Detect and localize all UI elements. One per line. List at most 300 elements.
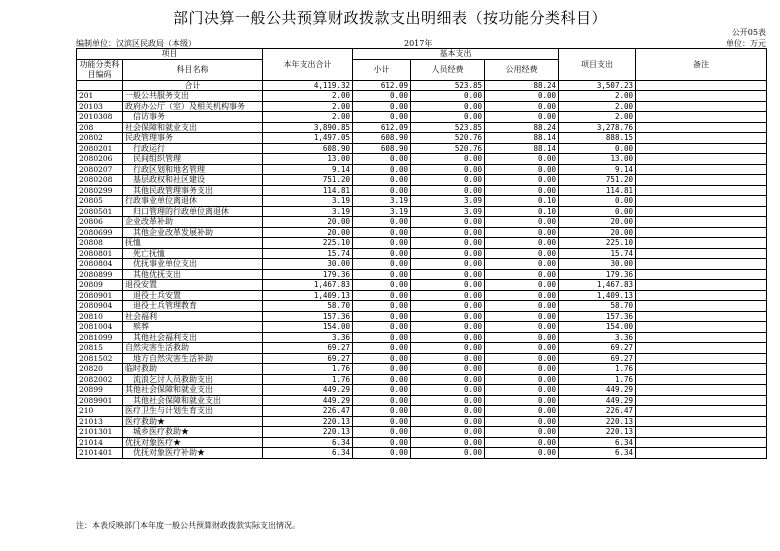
cell-project: 2.00 xyxy=(559,112,636,123)
cell-project: 3,507.23 xyxy=(559,80,636,91)
cell-public: 0.00 xyxy=(485,301,559,312)
footnote: 注：本表反映部门本年度一般公共预算财政拨款实际支出情况。 xyxy=(76,521,300,530)
cell-personnel: 0.00 xyxy=(411,91,485,102)
cell-note xyxy=(636,91,767,102)
cell-personnel: 0.00 xyxy=(411,322,485,333)
cell-note xyxy=(636,143,767,154)
cell-project: 1.76 xyxy=(559,364,636,375)
cell-personnel: 0.00 xyxy=(411,374,485,385)
table-row xyxy=(77,248,767,259)
cell-subtotal: 0.00 xyxy=(353,238,411,249)
table-row xyxy=(77,122,767,133)
cell-total: 225.10 xyxy=(263,238,353,249)
cell-subtotal: 0.00 xyxy=(353,280,411,291)
cell-public: 0.00 xyxy=(485,91,559,102)
cell-public: 0.00 xyxy=(485,175,559,186)
cell-total: 1,467.83 xyxy=(263,280,353,291)
cell-personnel: 520.76 xyxy=(411,133,485,144)
cell-total: 6.34 xyxy=(263,437,353,448)
table-row xyxy=(77,395,767,406)
cell-code: 20809 xyxy=(77,280,123,291)
table-row xyxy=(77,101,767,112)
header-note: 备注 xyxy=(636,49,767,81)
cell-public: 0.00 xyxy=(485,101,559,112)
form-number: 公开05表 xyxy=(731,28,766,37)
table-row xyxy=(77,259,767,270)
cell-total: 449.29 xyxy=(263,385,353,396)
table-row xyxy=(77,416,767,427)
cell-total: 69.27 xyxy=(263,353,353,364)
table-row xyxy=(77,175,767,186)
cell-total: 1.76 xyxy=(263,374,353,385)
cell-personnel: 0.00 xyxy=(411,259,485,270)
cell-note xyxy=(636,259,767,270)
cell-code: 2080801 xyxy=(77,248,123,259)
cell-note xyxy=(636,154,767,165)
cell-note xyxy=(636,395,767,406)
cell-project: 888.15 xyxy=(559,133,636,144)
cell-code xyxy=(77,80,123,91)
table-row xyxy=(77,343,767,354)
cell-total: 226.47 xyxy=(263,406,353,417)
cell-note xyxy=(636,206,767,217)
cell-code: 2080207 xyxy=(77,164,123,175)
table-row xyxy=(77,437,767,448)
cell-code: 2080201 xyxy=(77,143,123,154)
cell-subtotal: 612.09 xyxy=(353,80,411,91)
cell-note xyxy=(636,385,767,396)
cell-project: 20.00 xyxy=(559,227,636,238)
cell-project: 6.34 xyxy=(559,437,636,448)
cell-personnel: 523.85 xyxy=(411,80,485,91)
cell-code: 2080901 xyxy=(77,290,123,301)
cell-code: 2080899 xyxy=(77,269,123,280)
cell-public: 0.00 xyxy=(485,290,559,301)
cell-name: 行政事业单位离退休 xyxy=(123,196,263,207)
cell-note xyxy=(636,353,767,364)
cell-subtotal: 0.00 xyxy=(353,427,411,438)
cell-project: 751.20 xyxy=(559,175,636,186)
table-row xyxy=(77,290,767,301)
cell-note xyxy=(636,80,767,91)
cell-name: 医疗卫生与计划生育支出 xyxy=(123,406,263,417)
cell-name: 其他社会福利支出 xyxy=(123,332,263,343)
cell-personnel: 0.00 xyxy=(411,448,485,459)
cell-subtotal: 0.00 xyxy=(353,416,411,427)
cell-public: 0.00 xyxy=(485,353,559,364)
cell-personnel: 0.00 xyxy=(411,101,485,112)
cell-subtotal: 0.00 xyxy=(353,437,411,448)
cell-name: 退役安置 xyxy=(123,280,263,291)
cell-project: 449.29 xyxy=(559,385,636,396)
cell-note xyxy=(636,248,767,259)
cell-public: 0.00 xyxy=(485,185,559,196)
cell-subtotal: 0.00 xyxy=(353,164,411,175)
money-unit: 单位：万元 xyxy=(726,39,766,48)
cell-code: 20810 xyxy=(77,311,123,322)
cell-subtotal: 0.00 xyxy=(353,322,411,333)
cell-note xyxy=(636,343,767,354)
cell-public: 0.00 xyxy=(485,164,559,175)
cell-name: 社会福利 xyxy=(123,311,263,322)
cell-public: 0.00 xyxy=(485,406,559,417)
cell-note xyxy=(636,227,767,238)
cell-total: 1.76 xyxy=(263,364,353,375)
cell-subtotal: 0.00 xyxy=(353,101,411,112)
cell-total: 4,119.32 xyxy=(263,80,353,91)
cell-name: 殡葬 xyxy=(123,322,263,333)
cell-name: 行政运行 xyxy=(123,143,263,154)
cell-personnel: 0.00 xyxy=(411,154,485,165)
table-row xyxy=(77,185,767,196)
cell-public: 88.14 xyxy=(485,133,559,144)
cell-code: 210 xyxy=(77,406,123,417)
cell-public: 0.00 xyxy=(485,437,559,448)
table-row xyxy=(77,143,767,154)
cell-code: 20802 xyxy=(77,133,123,144)
table-row xyxy=(77,112,767,123)
cell-personnel: 0.00 xyxy=(411,248,485,259)
cell-personnel: 0.00 xyxy=(411,185,485,196)
cell-personnel: 0.00 xyxy=(411,385,485,396)
cell-code: 2010308 xyxy=(77,112,123,123)
table-row xyxy=(77,269,767,280)
header-personnel: 人员经费 xyxy=(411,59,485,80)
cell-code: 20806 xyxy=(77,217,123,228)
cell-public: 0.00 xyxy=(485,385,559,396)
cell-project: 114.81 xyxy=(559,185,636,196)
cell-public: 0.00 xyxy=(485,343,559,354)
cell-total: 114.81 xyxy=(263,185,353,196)
table-row xyxy=(77,206,767,217)
cell-code: 2080501 xyxy=(77,206,123,217)
cell-name: 抚恤 xyxy=(123,238,263,249)
cell-public: 0.00 xyxy=(485,427,559,438)
cell-subtotal: 0.00 xyxy=(353,332,411,343)
cell-code: 2081004 xyxy=(77,322,123,333)
cell-personnel: 0.00 xyxy=(411,217,485,228)
cell-note xyxy=(636,416,767,427)
cell-name: 其他优抚支出 xyxy=(123,269,263,280)
cell-total: 220.13 xyxy=(263,427,353,438)
cell-personnel: 0.00 xyxy=(411,395,485,406)
cell-subtotal: 0.00 xyxy=(353,91,411,102)
cell-public: 88.24 xyxy=(485,80,559,91)
cell-note xyxy=(636,301,767,312)
cell-public: 0.00 xyxy=(485,311,559,322)
cell-total: 449.29 xyxy=(263,395,353,406)
cell-note xyxy=(636,311,767,322)
cell-project: 9.14 xyxy=(559,164,636,175)
report-year: 2017年 xyxy=(404,39,433,48)
cell-subtotal: 0.00 xyxy=(353,353,411,364)
cell-note xyxy=(636,175,767,186)
cell-personnel: 0.00 xyxy=(411,227,485,238)
cell-subtotal: 0.00 xyxy=(353,269,411,280)
cell-name: 其他社会保障和就业支出 xyxy=(123,395,263,406)
cell-note xyxy=(636,374,767,385)
cell-total: 1,409.13 xyxy=(263,290,353,301)
cell-name: 临时救助 xyxy=(123,364,263,375)
cell-total: 154.00 xyxy=(263,322,353,333)
cell-name: 退役士兵管理教育 xyxy=(123,301,263,312)
cell-personnel: 0.00 xyxy=(411,301,485,312)
cell-code: 201 xyxy=(77,91,123,102)
table-row xyxy=(77,301,767,312)
cell-personnel: 0.00 xyxy=(411,269,485,280)
cell-project: 69.27 xyxy=(559,353,636,364)
cell-total: 220.13 xyxy=(263,416,353,427)
cell-total: 3,890.85 xyxy=(263,122,353,133)
cell-code: 2080206 xyxy=(77,154,123,165)
cell-total: 179.36 xyxy=(263,269,353,280)
cell-subtotal: 608.90 xyxy=(353,143,411,154)
cell-subtotal: 0.00 xyxy=(353,301,411,312)
cell-project: 3,278.76 xyxy=(559,122,636,133)
table-row xyxy=(77,311,767,322)
cell-total: 20.00 xyxy=(263,217,353,228)
cell-code: 2080904 xyxy=(77,301,123,312)
table-row xyxy=(77,217,767,228)
header-project: 项目支出 xyxy=(559,49,636,81)
cell-name: 优抚事业单位支出 xyxy=(123,259,263,270)
cell-total: 15.74 xyxy=(263,248,353,259)
cell-name: 医疗救助★ xyxy=(123,416,263,427)
cell-public: 0.00 xyxy=(485,217,559,228)
cell-subtotal: 0.00 xyxy=(353,217,411,228)
cell-subtotal: 3.19 xyxy=(353,196,411,207)
cell-public: 0.00 xyxy=(485,416,559,427)
cell-project: 13.00 xyxy=(559,154,636,165)
cell-subtotal: 3.19 xyxy=(353,206,411,217)
cell-personnel: 3.09 xyxy=(411,206,485,217)
table-row xyxy=(77,427,767,438)
cell-code: 2101301 xyxy=(77,427,123,438)
table-row xyxy=(77,238,767,249)
cell-name: 退役士兵安置 xyxy=(123,290,263,301)
table-row xyxy=(77,133,767,144)
cell-public: 0.00 xyxy=(485,259,559,270)
cell-note xyxy=(636,185,767,196)
cell-personnel: 0.00 xyxy=(411,290,485,301)
table-body xyxy=(77,80,767,458)
cell-public: 0.00 xyxy=(485,269,559,280)
cell-personnel: 523.85 xyxy=(411,122,485,133)
cell-note xyxy=(636,101,767,112)
header-public: 公用经费 xyxy=(485,59,559,80)
cell-public: 0.10 xyxy=(485,206,559,217)
cell-total: 13.00 xyxy=(263,154,353,165)
cell-name: 信访事务 xyxy=(123,112,263,123)
page-title: 部门决算一般公共预算财政拨款支出明细表（按功能分类科目） xyxy=(172,9,607,27)
cell-code: 2080699 xyxy=(77,227,123,238)
cell-project: 2.00 xyxy=(559,101,636,112)
cell-total: 157.36 xyxy=(263,311,353,322)
cell-name: 地方自然灾害生活补助 xyxy=(123,353,263,364)
cell-project: 226.47 xyxy=(559,406,636,417)
cell-total: 6.34 xyxy=(263,448,353,459)
cell-name: 社会保障和就业支出 xyxy=(123,122,263,133)
table-row xyxy=(77,332,767,343)
table-row xyxy=(77,227,767,238)
cell-total: 9.14 xyxy=(263,164,353,175)
cell-project: 179.36 xyxy=(559,269,636,280)
cell-note xyxy=(636,364,767,375)
cell-total: 751.20 xyxy=(263,175,353,186)
cell-note xyxy=(636,448,767,459)
cell-name: 死亡抚恤 xyxy=(123,248,263,259)
cell-code: 2080299 xyxy=(77,185,123,196)
cell-note xyxy=(636,406,767,417)
cell-project: 220.13 xyxy=(559,427,636,438)
cell-personnel: 0.00 xyxy=(411,332,485,343)
cell-name: 政府办公厅（室）及相关机构事务 xyxy=(123,101,263,112)
cell-personnel: 0.00 xyxy=(411,112,485,123)
table-row xyxy=(77,280,767,291)
table-row xyxy=(77,196,767,207)
cell-total: 58.70 xyxy=(263,301,353,312)
cell-name: 民间组织管理 xyxy=(123,154,263,165)
cell-project: 3.36 xyxy=(559,332,636,343)
cell-note xyxy=(636,164,767,175)
cell-public: 0.00 xyxy=(485,280,559,291)
table-row xyxy=(77,374,767,385)
cell-code: 20808 xyxy=(77,238,123,249)
cell-note xyxy=(636,217,767,228)
cell-project: 69.27 xyxy=(559,343,636,354)
cell-note xyxy=(636,437,767,448)
cell-total: 2.00 xyxy=(263,91,353,102)
cell-code: 208 xyxy=(77,122,123,133)
cell-code: 2081099 xyxy=(77,332,123,343)
cell-subtotal: 0.00 xyxy=(353,385,411,396)
cell-personnel: 520.76 xyxy=(411,143,485,154)
cell-subtotal: 0.00 xyxy=(353,311,411,322)
cell-subtotal: 0.00 xyxy=(353,259,411,270)
compiling-unit: 编制单位：汉滨区民政局（本级） xyxy=(76,39,196,48)
cell-name: 合计 xyxy=(123,80,263,91)
cell-code: 2089901 xyxy=(77,395,123,406)
cell-subtotal: 612.09 xyxy=(353,122,411,133)
cell-total: 20.00 xyxy=(263,227,353,238)
cell-subtotal: 0.00 xyxy=(353,248,411,259)
table-row xyxy=(77,364,767,375)
cell-subtotal: 0.00 xyxy=(353,290,411,301)
cell-code: 20103 xyxy=(77,101,123,112)
cell-project: 0.00 xyxy=(559,143,636,154)
cell-note xyxy=(636,122,767,133)
cell-code: 20815 xyxy=(77,343,123,354)
cell-note xyxy=(636,133,767,144)
cell-personnel: 0.00 xyxy=(411,311,485,322)
cell-subtotal: 0.00 xyxy=(353,374,411,385)
cell-code: 21014 xyxy=(77,437,123,448)
cell-name: 自然灾害生活救助 xyxy=(123,343,263,354)
table-row xyxy=(77,91,767,102)
cell-personnel: 0.00 xyxy=(411,280,485,291)
cell-public: 88.24 xyxy=(485,122,559,133)
cell-public: 0.00 xyxy=(485,322,559,333)
cell-public: 88.14 xyxy=(485,143,559,154)
cell-public: 0.00 xyxy=(485,374,559,385)
cell-personnel: 0.00 xyxy=(411,238,485,249)
cell-subtotal: 0.00 xyxy=(353,112,411,123)
table-row xyxy=(77,154,767,165)
cell-note xyxy=(636,269,767,280)
cell-personnel: 0.00 xyxy=(411,353,485,364)
cell-subtotal: 0.00 xyxy=(353,343,411,354)
header-item: 项目 xyxy=(77,49,263,60)
cell-project: 58.70 xyxy=(559,301,636,312)
cell-personnel: 0.00 xyxy=(411,164,485,175)
cell-project: 2.00 xyxy=(559,91,636,102)
cell-personnel: 0.00 xyxy=(411,427,485,438)
cell-project: 0.00 xyxy=(559,206,636,217)
cell-subtotal: 0.00 xyxy=(353,154,411,165)
cell-note xyxy=(636,322,767,333)
cell-code: 2081502 xyxy=(77,353,123,364)
cell-code: 20820 xyxy=(77,364,123,375)
cell-code: 2080208 xyxy=(77,175,123,186)
cell-project: 6.34 xyxy=(559,448,636,459)
cell-name: 城乡医疗救助★ xyxy=(123,427,263,438)
cell-personnel: 3.09 xyxy=(411,196,485,207)
cell-project: 157.36 xyxy=(559,311,636,322)
cell-subtotal: 0.00 xyxy=(353,175,411,186)
cell-name: 其他企业改革发展补助 xyxy=(123,227,263,238)
table-row xyxy=(77,406,767,417)
cell-personnel: 0.00 xyxy=(411,437,485,448)
cell-personnel: 0.00 xyxy=(411,406,485,417)
table-row xyxy=(77,80,767,91)
cell-project: 1,467.83 xyxy=(559,280,636,291)
cell-name: 流浪乞讨人员救助支出 xyxy=(123,374,263,385)
cell-personnel: 0.00 xyxy=(411,343,485,354)
cell-personnel: 0.00 xyxy=(411,416,485,427)
header-subtotal: 小计 xyxy=(353,59,411,80)
cell-name: 归口管理的行政单位离退休 xyxy=(123,206,263,217)
header-basic: 基本支出 xyxy=(353,49,559,60)
cell-note xyxy=(636,196,767,207)
cell-total: 69.27 xyxy=(263,343,353,354)
cell-name: 一般公共服务支出 xyxy=(123,91,263,102)
cell-public: 0.00 xyxy=(485,238,559,249)
cell-name: 行政区划和地名管理 xyxy=(123,164,263,175)
cell-code: 2082002 xyxy=(77,374,123,385)
cell-code: 20899 xyxy=(77,385,123,396)
cell-subtotal: 608.90 xyxy=(353,133,411,144)
header-name: 科目名称 xyxy=(123,59,263,80)
cell-project: 30.00 xyxy=(559,259,636,270)
cell-subtotal: 0.00 xyxy=(353,448,411,459)
cell-note xyxy=(636,112,767,123)
cell-public: 0.10 xyxy=(485,196,559,207)
cell-note xyxy=(636,238,767,249)
cell-name: 优抚对象医疗★ xyxy=(123,437,263,448)
header-total: 本年支出合计 xyxy=(263,49,353,81)
table-row xyxy=(77,164,767,175)
cell-code: 2101401 xyxy=(77,448,123,459)
cell-total: 30.00 xyxy=(263,259,353,270)
cell-project: 0.00 xyxy=(559,196,636,207)
cell-total: 2.00 xyxy=(263,112,353,123)
cell-name: 其他社会保障和就业支出 xyxy=(123,385,263,396)
cell-subtotal: 0.00 xyxy=(353,406,411,417)
cell-project: 15.74 xyxy=(559,248,636,259)
cell-project: 225.10 xyxy=(559,238,636,249)
cell-total: 608.90 xyxy=(263,143,353,154)
table-row xyxy=(77,322,767,333)
